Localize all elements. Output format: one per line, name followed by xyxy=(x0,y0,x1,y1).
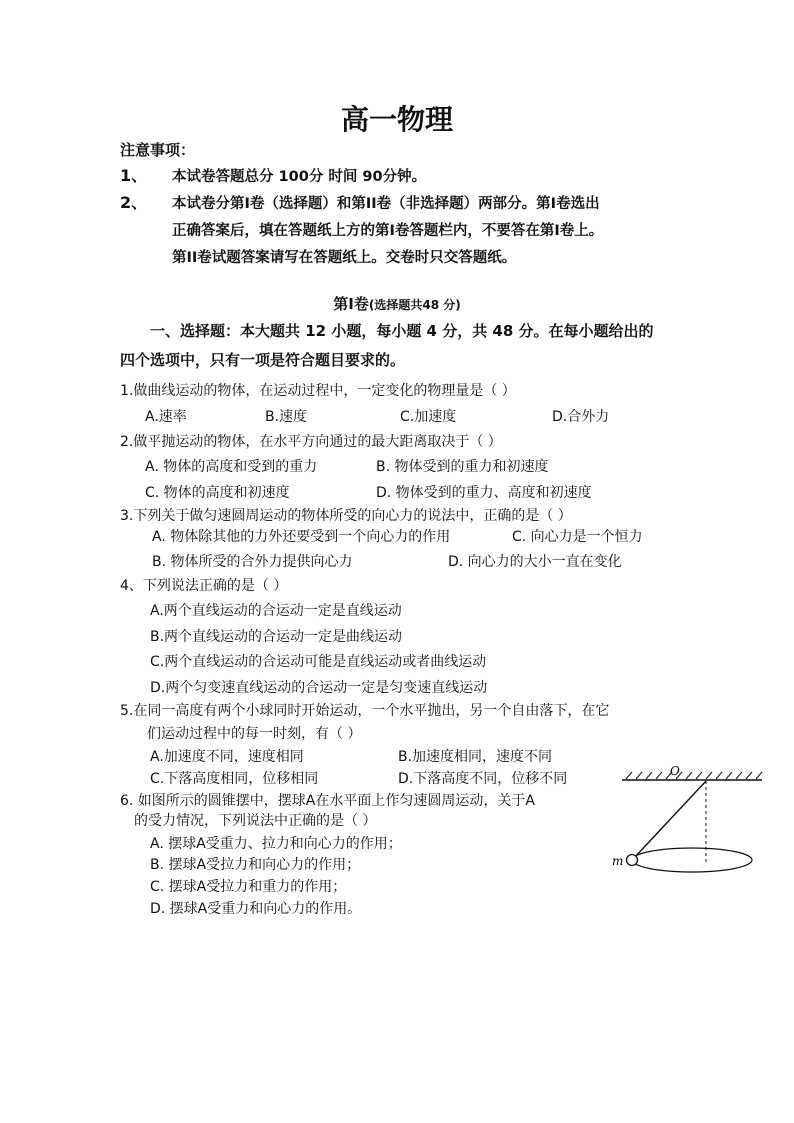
option-b: B.速度 xyxy=(265,409,308,425)
option-a: A. 物体除其他的力外还要受到一个向心力的作用 xyxy=(152,529,451,545)
option-d: D. 物体受到的重力、高度和初速度 xyxy=(376,485,592,501)
question-stem: 5.在同一高度有两个小球同时开始运动，一个水平抛出，另一个自由落下，在它 xyxy=(120,703,610,719)
option-c: C. 向心力是一个恒力 xyxy=(512,529,643,545)
option-d: D.下落高度不同，位移不同 xyxy=(398,771,568,787)
section-title-sub: (选择题共48 分) xyxy=(368,298,461,312)
option-a: A.两个直线运动的合运动一定是直线运动 xyxy=(150,603,402,619)
question-stem: 1.做曲线运动的物体，在运动过程中，一定变化的物理量是（ ） xyxy=(120,383,516,399)
conical-pendulum-figure xyxy=(610,758,770,878)
note-line: 本试卷分第Ⅰ卷（选择题）和第ⅠⅠ卷（非选择题）两部分。第Ⅰ卷选出 xyxy=(172,196,600,212)
notes-heading: 注意事项： xyxy=(120,141,196,159)
question-stem: 4、下列说法正确的是（ ） xyxy=(120,578,288,594)
section-instruction: 一、选择题：本大题共 12 小题，每小题 4 分，共 48 分。在每小题给出的 xyxy=(150,322,654,340)
pendulum-string xyxy=(634,781,706,858)
question-stem: 的受力情况，下列说法中正确的是（ ） xyxy=(134,813,377,829)
note-line: 第ⅠⅠ卷试题答案请写在答题纸上。交卷时只交答题纸。 xyxy=(172,250,517,266)
section-title xyxy=(0,293,794,314)
note-line: 正确答案后，填在答题纸上方的第Ⅰ卷答题栏内，不要答在第Ⅰ卷上。 xyxy=(172,223,604,239)
option-a: A. 物体的高度和受到的重力 xyxy=(145,459,318,475)
ceiling-hatch xyxy=(626,772,762,779)
note-number: 2、 xyxy=(120,193,148,212)
option-b: B.两个直线运动的合运动一定是曲线运动 xyxy=(150,629,403,645)
option-a: A.加速度不同，速度相同 xyxy=(150,749,304,765)
option-b: B. 摆球A受拉力和向心力的作用； xyxy=(150,857,361,873)
option-d: D.两个匀变速直线运动的合运动一定是匀变速直线运动 xyxy=(150,680,488,696)
option-a: A. 摆球A受重力、拉力和向心力的作用； xyxy=(150,836,402,852)
option-b: B. 物体所受的合外力提供向心力 xyxy=(152,554,353,570)
option-d: D.合外力 xyxy=(552,409,610,425)
question-stem: 6. 如图所示的圆锥摆中，摆球A在水平面上作匀速圆周运动，关于A xyxy=(120,793,535,809)
page-title: 高一物理 xyxy=(340,103,453,136)
option-b: B.加速度相同，速度不同 xyxy=(398,749,553,765)
option-a: A.速率 xyxy=(145,409,187,425)
option-c: C.两个直线运动的合运动可能是直线运动或者曲线运动 xyxy=(150,654,487,670)
option-c: C. 摆球A受拉力和重力的作用； xyxy=(150,879,347,895)
section-title-main: 第Ⅰ卷 xyxy=(333,295,369,313)
pivot-label: O xyxy=(670,764,680,778)
circular-path xyxy=(632,848,752,872)
section-instruction: 四个选项中，只有一项是符合题目要求的。 xyxy=(120,351,406,369)
question-stem: 们运动过程中的每一时刻，有（ ） xyxy=(147,726,362,742)
option-d: D. 向心力的大小一直在变化 xyxy=(448,554,622,570)
ball-label: m xyxy=(612,854,624,868)
note-line: 本试卷答题总分 100分 时间 90分钟。 xyxy=(172,169,427,185)
option-c: C.下落高度相同，位移相同 xyxy=(150,771,319,787)
option-c: C.加速度 xyxy=(400,409,457,425)
question-stem: 2.做平抛运动的物体，在水平方向通过的最大距离取决于（ ） xyxy=(120,434,502,450)
question-stem: 3.下列关于做匀速圆周运动的物体所受的向心力的说法中，正确的是（ ） xyxy=(120,508,572,524)
option-d: D. 摆球A受重力和向心力的作用。 xyxy=(150,901,362,917)
note-number: 1、 xyxy=(120,166,148,185)
option-c: C. 物体的高度和初速度 xyxy=(145,485,290,501)
pendulum-ball xyxy=(627,855,638,866)
option-b: B. 物体受到的重力和初速度 xyxy=(376,459,549,475)
